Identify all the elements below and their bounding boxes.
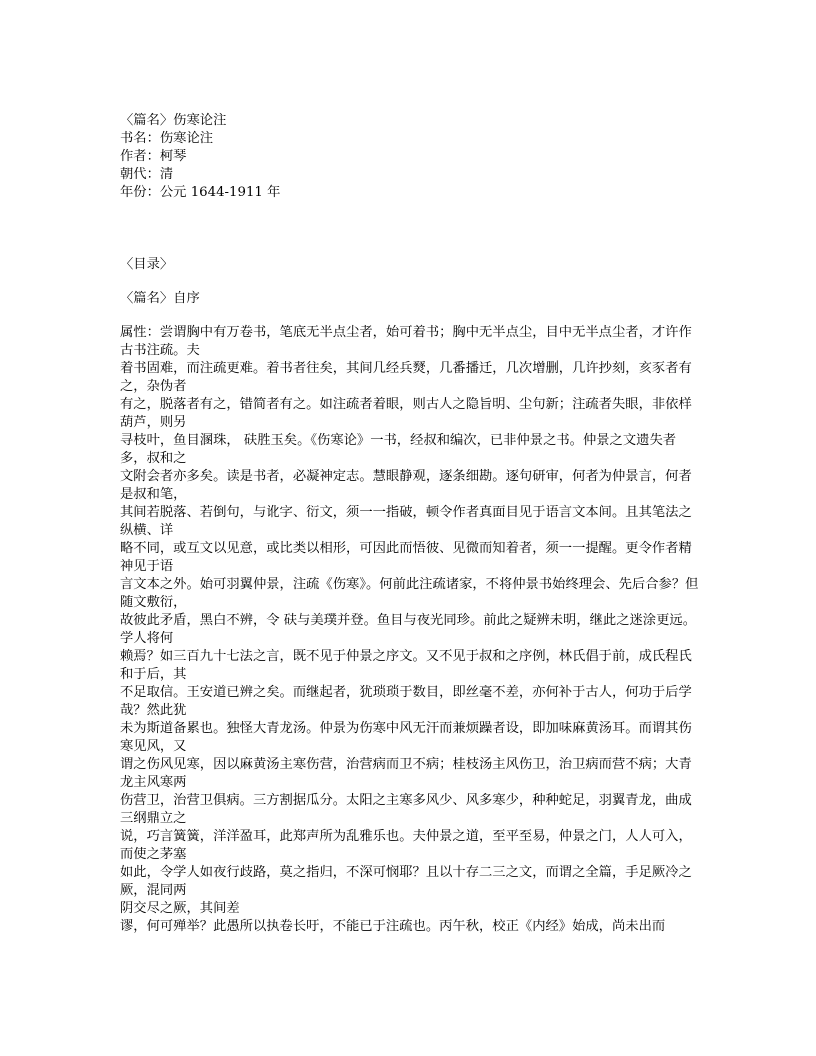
body-line: 阴交尽之厥，其间差 (120, 901, 240, 916)
body-line: 寻枝叶，鱼目溷珠， 砆胜玉矣。《伤寒论》一书，经叔和编次，已非仲景之书。仲景之文遗失者多，叔和之 (120, 433, 677, 466)
document-page (120, 112, 700, 936)
section-label: 〈篇名〉自序 (120, 291, 200, 306)
body-line: 文附会者亦多矣。读是书者，必凝神定志。慧眼静观，逐条细勘。逐句研审，何者为仲景言，何者是叔和笔， (120, 469, 692, 502)
chapter-label: 〈篇名〉伤寒论注 (120, 113, 227, 128)
body-line: 言文本之外。始可羽翼仲景，注疏《伤寒》。何前此注疏诸家，不将仲景书始终理会、先后合参？但随文敷衍， (120, 577, 699, 610)
body-line: 未为斯道备累也。独怪大青龙汤。仲景为伤寒中风无汗而兼烦躁者设，即加味麻黄汤耳。而谓其伤寒见风，又 (120, 721, 692, 754)
body-line: 谓之伤风见寒，因以麻黄汤主寒伤营，治营病而卫不病；桂枝汤主风伤卫，治卫病而营不病；大青龙主风寒两 (120, 757, 692, 790)
years: 年份：公元 1644-1911 年 (120, 185, 281, 200)
book-name: 书名：伤寒论注 (120, 131, 214, 146)
body-line: 故彼此矛盾，黑白不辨，令 砆与美璞并登。鱼目与夜光同珍。前此之疑辨未明，继此之迷涂更远。学人将何 (120, 613, 696, 646)
body-line: 着书固难，而注疏更难。着书者往矣，其间几经兵燹，几番播迁，几次增删，几许抄刻，亥豕者有之，杂伪者 (120, 361, 692, 394)
author: 作者：柯琴 (120, 149, 187, 164)
body-line: 其间若脱落、若倒句，与讹字、衍文，须一一指破，顿令作者真面目见于语言文本间。且其笔法之纵横、详 (120, 505, 692, 538)
body-line: 不足取信。王安道已辨之矣。而继起者，犹琐琐于数目，即丝毫不差，亦何补于古人，何功于后学哉？然此犹 (120, 685, 692, 718)
toc-label: 〈目录〉 (120, 257, 174, 272)
body-line: 伤营卫，治营卫俱病。三方割据瓜分。太阳之主寒多风少、风多寒少，种种蛇足，羽翼青龙，曲成三纲鼎立之 (120, 793, 692, 826)
body-line: 属性：尝谓胸中有万卷书，笔底无半点尘者，始可着书；胸中无半点尘，目中无半点尘者，才许作古书注疏。夫 (120, 325, 692, 358)
body-line: 有之，脱落者有之，错简者有之。如注疏者着眼，则古人之隐旨明、尘句新；注疏者失眼，非依样葫芦，则另 (120, 397, 692, 430)
body-line: 谬，何可殚举？此愚所以执卷长吁，不能已于注疏也。丙午秋，校正《内经》始成，尚未出而 (120, 919, 666, 934)
body-line: 略不同，或互文以见意，或比类以相形，可因此而悟彼、见微而知着者，须一一提醒。更令作者精神见于语 (120, 541, 692, 574)
dynasty: 朝代：清 (120, 167, 174, 182)
body-line: 说，巧言簧簧，洋洋盈耳，此郑声所为乱雅乐也。夫仲景之道，至平至易，仲景之门，人人可入，而使之茅塞 (120, 829, 692, 862)
body-text (120, 324, 700, 936)
body-line: 赖焉？如三百九十七法之言，既不见于仲景之序文。又不见于叔和之序例，林氏倡于前，成氏程氏和于后，其 (120, 649, 692, 682)
body-line: 如此，令学人如夜行歧路，莫之指归，不深可悯耶？且以十存二三之文，而谓之全篇，手足厥冷之厥，混同两 (120, 865, 692, 898)
